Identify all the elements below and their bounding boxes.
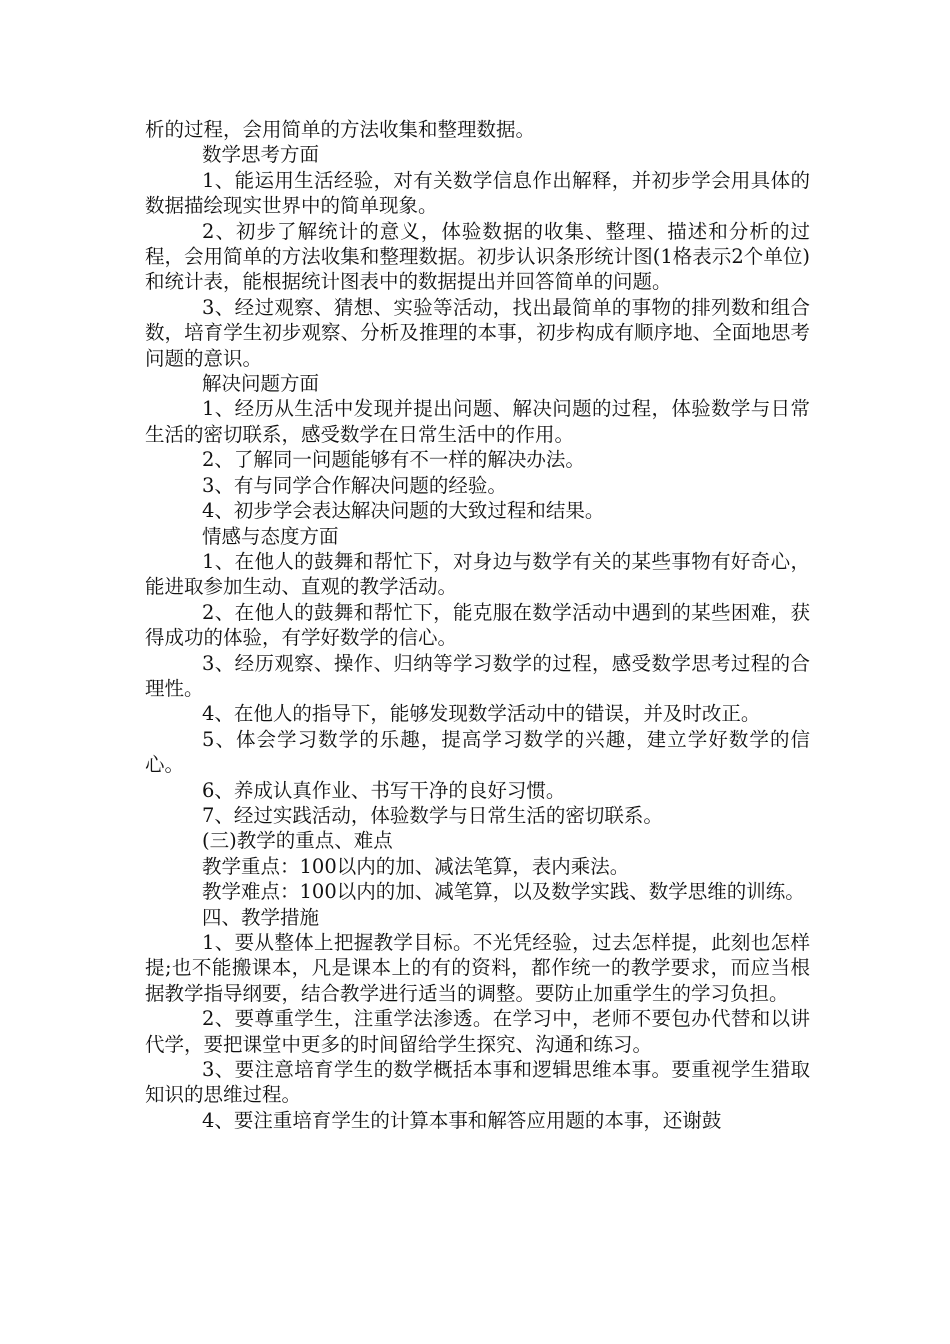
paragraph: 5、体会学习数学的乐趣，提高学习数学的兴趣，建立学好数学的信心。 bbox=[145, 727, 810, 777]
paragraph: 2、要尊重学生，注重学法渗透。在学习中，老师不要包办代替和以讲代学，要把课堂中更多的时间留给学生探究、沟通和练习。 bbox=[145, 1007, 810, 1056]
paragraph: 2、在他人的鼓舞和帮忙下，能克服在数学活动中遇到的某些困难，获得成功的体验，有学好数学的信心。 bbox=[145, 600, 810, 650]
paragraph: 2、了解同一问题能够有不一样的解决办法。 bbox=[202, 448, 585, 472]
paragraph: 1、能运用生活经验，对有关数学信息作出解释，并初步学会用具体的数据描绘现实世界中的简单现象。 bbox=[145, 168, 810, 218]
paragraph: 3、经历观察、操作、归纳等学习数学的过程，感受数学思考过程的合理性。 bbox=[145, 651, 810, 700]
paragraph: 4、要注重培育学生的计算本事和解答应用题的本事，还谢鼓 bbox=[202, 1108, 722, 1132]
paragraph: 4、初步学会表达解决问题的大致过程和结果。 bbox=[202, 499, 605, 523]
paragraph: 3、经过观察、猜想、实验等活动，找出最简单的事物的排列数和组合数，培育学生初步观察、分析及推理的本事，初步构成有顺序地、全面地思考问题的意识。 bbox=[145, 295, 810, 370]
paragraph: 1、经历从生活中发现并提出问题、解决问题的过程，体验数学与日常生活的密切联系，感受数学在日常生活中的作用。 bbox=[145, 397, 810, 446]
section-heading: 解决问题方面 bbox=[202, 372, 320, 396]
section-heading: (三)教学的重点、难点 bbox=[202, 829, 393, 853]
paragraph: 1、在他人的鼓舞和帮忙下，对身边与数学有关的某些事物有好奇心，能进取参加生动、直观的教学活动。 bbox=[145, 549, 810, 599]
paragraph: 7、经过实践活动，体验数学与日常生活的密切联系。 bbox=[202, 803, 663, 827]
paragraph: 3、要注意培育学生的数学概括本事和逻辑思维本事。要重视学生猎取知识的思维过程。 bbox=[145, 1058, 810, 1107]
paragraph: 教学重点：100以内的加、减法笔算，表内乘法。 bbox=[202, 854, 630, 878]
paragraph: 教学难点：100以内的加、减笔算，以及数学实践、数学思维的训练。 bbox=[202, 880, 805, 904]
section-heading: 数学思考方面 bbox=[202, 143, 320, 167]
paragraph: 析的过程，会用简单的方法收集和整理数据。 bbox=[145, 118, 536, 141]
document-page bbox=[145, 117, 810, 1133]
paragraph: 6、养成认真作业、书写干净的良好习惯。 bbox=[202, 778, 566, 802]
section-heading: 情感与态度方面 bbox=[202, 524, 339, 548]
paragraph: 3、有与同学合作解决问题的经验。 bbox=[202, 473, 507, 497]
paragraph: 2、初步了解统计的意义，体验数据的收集、整理、描述和分析的过程，会用简单的方法收集和整理数据。初步认识条形统计图(1格表示2个单位)和统计表，能根据统计图表中的数据提出并回答简单的问题。 bbox=[145, 219, 810, 294]
paragraph: 4、在他人的指导下，能够发现数学活动中的错误，并及时改正。 bbox=[202, 702, 761, 726]
paragraph: 1、要从整体上把握教学目标。不光凭经验，过去怎样提，此刻也怎样提;也不能搬课本，凡是课本上的有的资料，都作统一的教学要求，而应当根据教学指导纲要，结合教学进行适当的调整。要防止加重学生的学习负担。 bbox=[145, 931, 810, 1005]
section-heading: 四、教学措施 bbox=[202, 905, 320, 929]
